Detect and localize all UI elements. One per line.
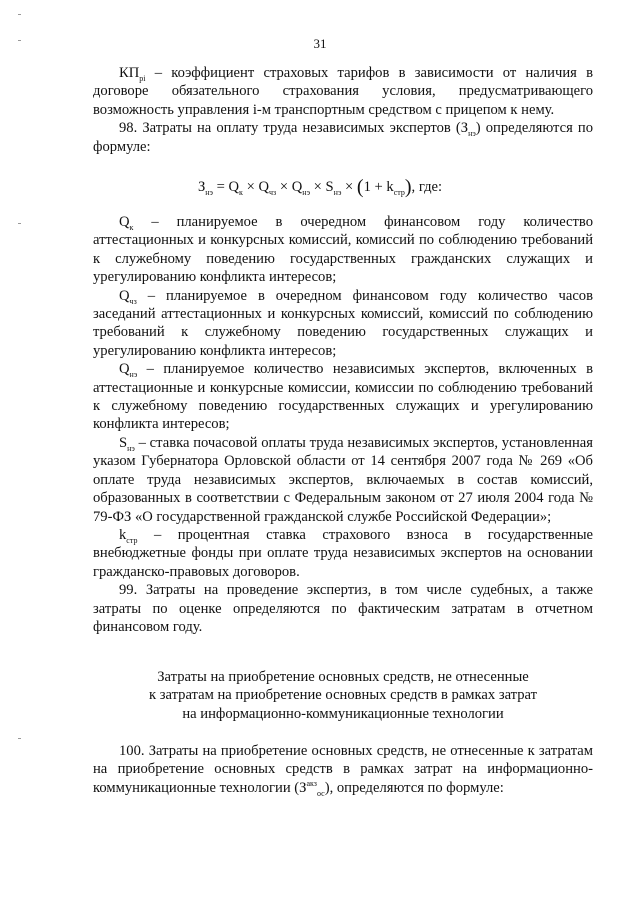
symbol-z-os: $З^{акз}_{ос}$: [299, 778, 325, 798]
definition-qchz: $Q_{чз}$ – планируемое в очередном финансовом году количество часов заседаний аттестационных и конкурсных комиссий, комиссий по соблюдению требований к служебному поведению государственных служащих и урегулированию конфликта интересов;: [93, 287, 593, 359]
symbol-z-ne: $З_{нэ}$: [460, 120, 476, 139]
paragraph-kp-definition: $КП_{рі}$ – коэффициент страховых тарифов в зависимости от наличия в договоре обязательного страхования условия, предусматривающего возможность управления i-м транспортным средством с прицепом к нему.: [93, 65, 593, 118]
text-block-definitions: [93, 213, 593, 636]
margin-mark: [18, 223, 21, 224]
text-block-top: [93, 64, 593, 156]
text-block-bottom: [93, 742, 593, 797]
formula-expert-pay: $З_{нэ} = Q_к \times Q_{чз} \times Q_{нэ} \times S_{нэ} \times (1 + k_{стр})$, где:: [197, 176, 443, 198]
heading-line: Затраты на приобретение основных средств, не отнесенные: [157, 669, 529, 685]
margin-mark: [18, 14, 21, 15]
symbol-kp: $КП_{рі}$: [119, 65, 146, 83]
margin-mark: [18, 738, 21, 739]
paragraph-99: 99. Затраты на проведение экспертиз, в том числе судебных, а также затраты по оценке определяются по фактическим затратам в отчетном финансовом году.: [93, 582, 593, 635]
definition-sne: $S_{нэ}$ – ставка почасовой оплаты труда независимых экспертов, установленная указом Губернатора Орловской области от 14 сентября 2007 года № 269 «Об оплате труда независимых экспертов, включаемых в состав комиссий, образованных в соответствии с Федеральным законом от 27 июля 2004 года № 79-ФЗ «О государственной гражданской службе Российской Федерации»;: [93, 434, 593, 525]
section-heading: [93, 668, 593, 723]
heading-line: на информационно-коммуникационные технологии: [182, 705, 504, 722]
paragraph-100: 100. Затраты на приобретение основных средств, не отнесенные к затратам на приобретение основных средств в рамках затрат на информационно-коммуникационные технологии $(З^{акз}_{ос})$, определяются по формуле:: [93, 743, 593, 798]
page-number: 31: [313, 36, 327, 51]
paragraph-98: 98. Затраты на оплату труда независимых экспертов $(З_{нэ})$ определяются по формуле:: [93, 120, 593, 155]
definition-kstr: $k_{стр}$ – процентная ставка страхового взноса в государственные внебюджетные фонды при оплате труда независимых экспертов на основании гражданско-правовых договоров.: [93, 526, 593, 580]
definition-qk: $Q_к$ – планируемое в очередном финансовом году количество аттестационных и конкурсных комиссий, комиссий по соблюдению требований к служебному поведению государственных гражданских служащих и урегулированию конфликта интересов;: [93, 214, 593, 286]
definition-qne: $Q_{нэ}$ – планируемое количество независимых экспертов, включенных в аттестационные и конкурсные комиссии, комиссии по соблюдению требований к служебному поведению государственных служащих и урегулированию конфликта интересов;: [93, 361, 593, 433]
heading-line: к затратам на приобретение основных средств в рамках затрат: [148, 687, 538, 704]
